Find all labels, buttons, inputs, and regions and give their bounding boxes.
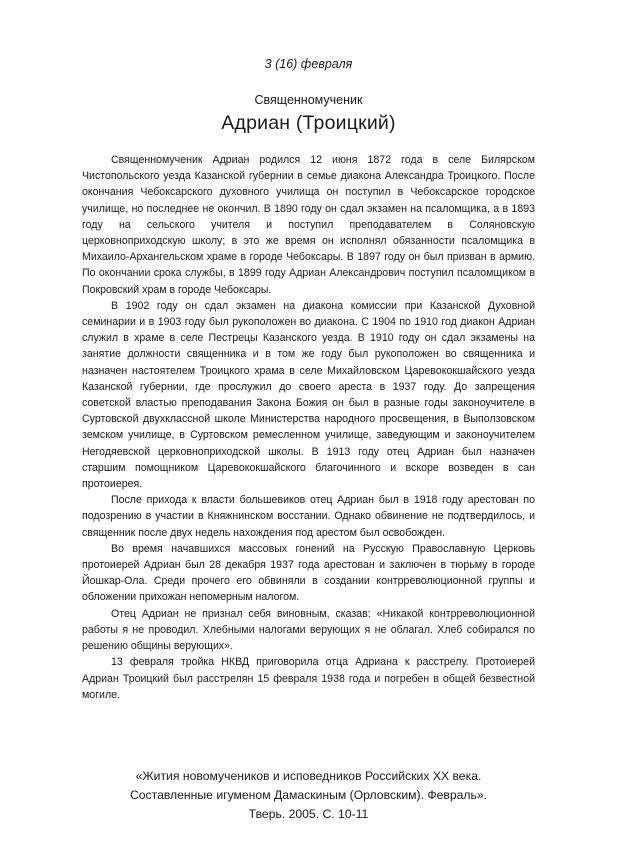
body-text — [82, 152, 535, 703]
citation-line: Составленные игуменом Дамаскиным (Орловским). Февраль». — [129, 788, 488, 802]
saint-rank-subtitle: Священномученик — [254, 93, 363, 107]
paragraph: Священномученик Адриан родился 12 июня 1872 года в селе Билярском Чистопольского уезда Казанской губернии в семье диакона Александра Троицкого. После окончания Чебоксарского духовного училища он поступил в Чебоксарское городское училище, но последнее не окончил. В 1890 году он сдал экзамен на псаломщика, а в 1893 году на сельского учителя и поступил преподавателем в Соляновскую церковноприходскую школу; в это же время он исполнял обязанности псаломщика в Михаило-Архангельском храме в городе Чебоксары. В 1897 году он был призван в армию. По окончании срока службы, в 1899 году Адриан Александрович поступил псаломщиком в Покровский храм в городе Чебоксары. — [82, 154, 535, 296]
citation-line: «Жития новомучеников и исповедников Российских ХХ века. — [135, 769, 482, 783]
page-title: Адриан (Троицкий) — [221, 112, 396, 134]
date-line: 3 (16) февраля — [264, 57, 353, 71]
paragraph: Во время начавшихся массовых гонений на Русскую Православную Церковь протоиерей Адриан был 28 декабря 1937 года арестован и заключен в тюрьму в городе Йошкар-Ола. Среди прочего его обвиняли в создании контрреволюционной группы и обложении прихожан непомерным налогом. — [82, 542, 535, 604]
paragraph: После прихода к власти большевиков отец Адриан был в 1918 году арестован по подозрению в участии в Княжнинском восстании. Однако обвинение не подтвердилось, и священник после двух недель нахождения под арестом был освобожден. — [82, 494, 535, 539]
paragraph: Отец Адриан не признал себя виновным, сказав: «Никакой контрреволюционной работы я не проводил. Хлебными налогами верующих я не облагал. Хлеб собирался по решению общины верующих». — [82, 607, 535, 653]
paragraph: В 1902 году он сдал экзамен на диакона комиссии при Казанской Духовной семинарии и в 1903 году был рукоположен во диакона. С 1904 по 1910 год диакон Адриан служил в храме в селе Пестрецы Казанского уезда. В 1910 году он сдал экзамены на занятие должности священника и в том же году был рукоположен во священника и назначен настоятелем Троицкого храма в селе Михайловском Царевококшайского уезда Казанской губернии, где прослужил до своего ареста в 1937 году. До запрещения советской властью преподавания Закона Божия он был в разные годы законоучителе в Суртовской двухклассной школе Министерства народного просвещения, в Выползовском земском училище, в Суртовском ремесленном училище, заведующим и законоучителем Негодяевской церковноприходской школы. В 1913 году отец Адриан был назначен старшим помощником Царевококшайского благочинного и вскоре возведен в сан протоиерея. — [82, 299, 535, 491]
source-citation — [0, 767, 617, 824]
citation-line: Тверь. 2005. С. 10-11 — [248, 807, 369, 821]
paragraph: 13 февраля тройка НКВД приговорила отца Адриана к расстрелу. Протоиерей Адриан Троицкий был расстрелян 15 февраля 1938 года и погребен в общей безвестной могиле. — [82, 656, 535, 701]
